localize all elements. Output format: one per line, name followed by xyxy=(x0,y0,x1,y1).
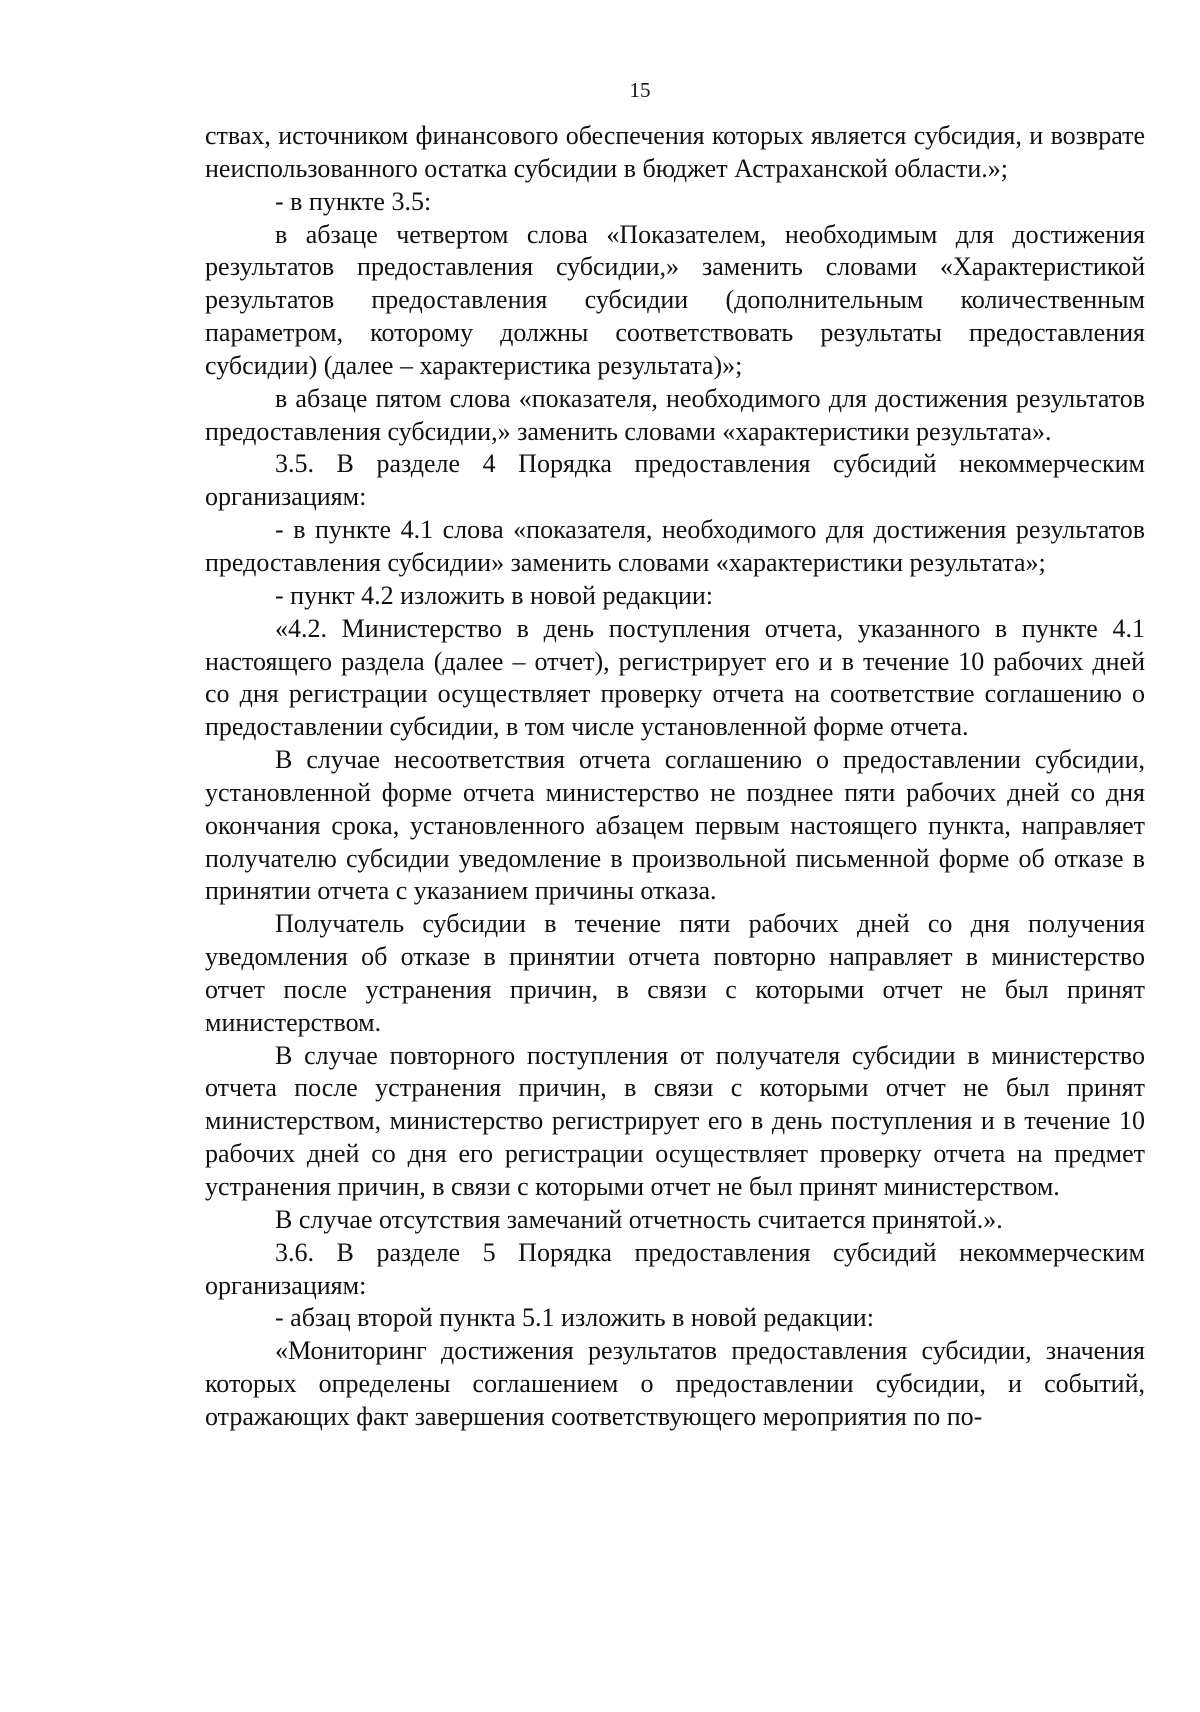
paragraph-accepted: В случае отсутствия замечаний отчетность считается принятой.». xyxy=(275,1204,1003,1234)
paragraph-continuation: ствах, источником финансового обеспечения которых является субсидия, и возврате неиспользованного остатка субсидии в бюджет Астраханской области.»; xyxy=(205,121,1145,183)
paragraph-repeat: В случае повторного поступления от получателя субсидии в министерство отчета после устранения причин, в связи с которыми отчет не был принят министерством, министерство регистрирует его в день поступления и в течение 10 рабочих дней со дня его регистрации осуществляет проверку отчета на предмет устранения причин, в связи с которыми отчет не был принят министерством. xyxy=(205,1040,1145,1201)
paragraph-item-5-1: - абзац второй пункта 5.1 изложить в новой редакции: xyxy=(275,1303,874,1333)
paragraph-abzac-fifth: в абзаце пятом слова «показателя, необходимого для достижения результатов предоставления субсидии,» заменить словами «характеристики результата». xyxy=(205,383,1145,446)
paragraph-abzac-fourth: в абзаце четвертом слова «Показателем, необходимым для достижения результатов предоставления субсидии,» заменить словами «Характеристикой результатов предоставления субсидии (дополнительным количественным параметром, которому должны соответствовать результаты предоставления субсидии) (далее – характеристика результата)»; xyxy=(205,219,1145,380)
paragraph-item-3-5: - в пункте 3.5: xyxy=(275,186,432,216)
paragraph-item-4-1: - в пункте 4.1 слова «показателя, необходимого для достижения результатов предоставления субсидии» заменить словами «характеристики результата»; xyxy=(205,515,1145,577)
paragraph-item-4-2-text: «4.2. Министерство в день поступления отчета, указанного в пункте 4.1 настоящего раздела (далее – отчет), регистрирует его и в течение 10 рабочих дней со дня регистрации осуществляет проверку отчета на соответствие соглашению о предоставлении субсидии, в том числе установленной форме отчета. xyxy=(205,613,1145,742)
paragraph-section-3-6: 3.6. В разделе 5 Порядка предоставления субсидий некоммерческим организациям: xyxy=(205,1237,1145,1300)
paragraph-recipient: Получатель субсидии в течение пяти рабочих дней со дня получения уведомления об отказе в принятии отчета повторно направляет в министерство отчет после устранения причин, в связи с которыми отчет не был принят министерством. xyxy=(205,909,1145,1037)
paragraph-monitoring: «Мониторинг достижения результатов предоставления субсидии, значения которых определены соглашением о предоставлении субсидии, и событий, отражающих факт завершения соответствующего мероприятия по по- xyxy=(205,1336,1145,1431)
paragraph-mismatch: В случае несоответствия отчета соглашению о предоставлении субсидии, установленной форме отчета министерство не позднее пяти рабочих дней со дня окончания срока, установленного абзацем первым настоящего пункта, направляет получателю субсидии уведомление в произвольной письменной форме об отказе в принятии отчета с указанием причины отказа. xyxy=(205,745,1145,906)
page-number: 15 xyxy=(629,78,651,102)
paragraph-section-3-5: 3.5. В разделе 4 Порядка предоставления субсидий некоммерческим организациям: xyxy=(205,449,1145,512)
document-body xyxy=(205,120,1145,1434)
paragraph-item-4-2-header: - пункт 4.2 изложить в новой редакции: xyxy=(275,580,714,610)
